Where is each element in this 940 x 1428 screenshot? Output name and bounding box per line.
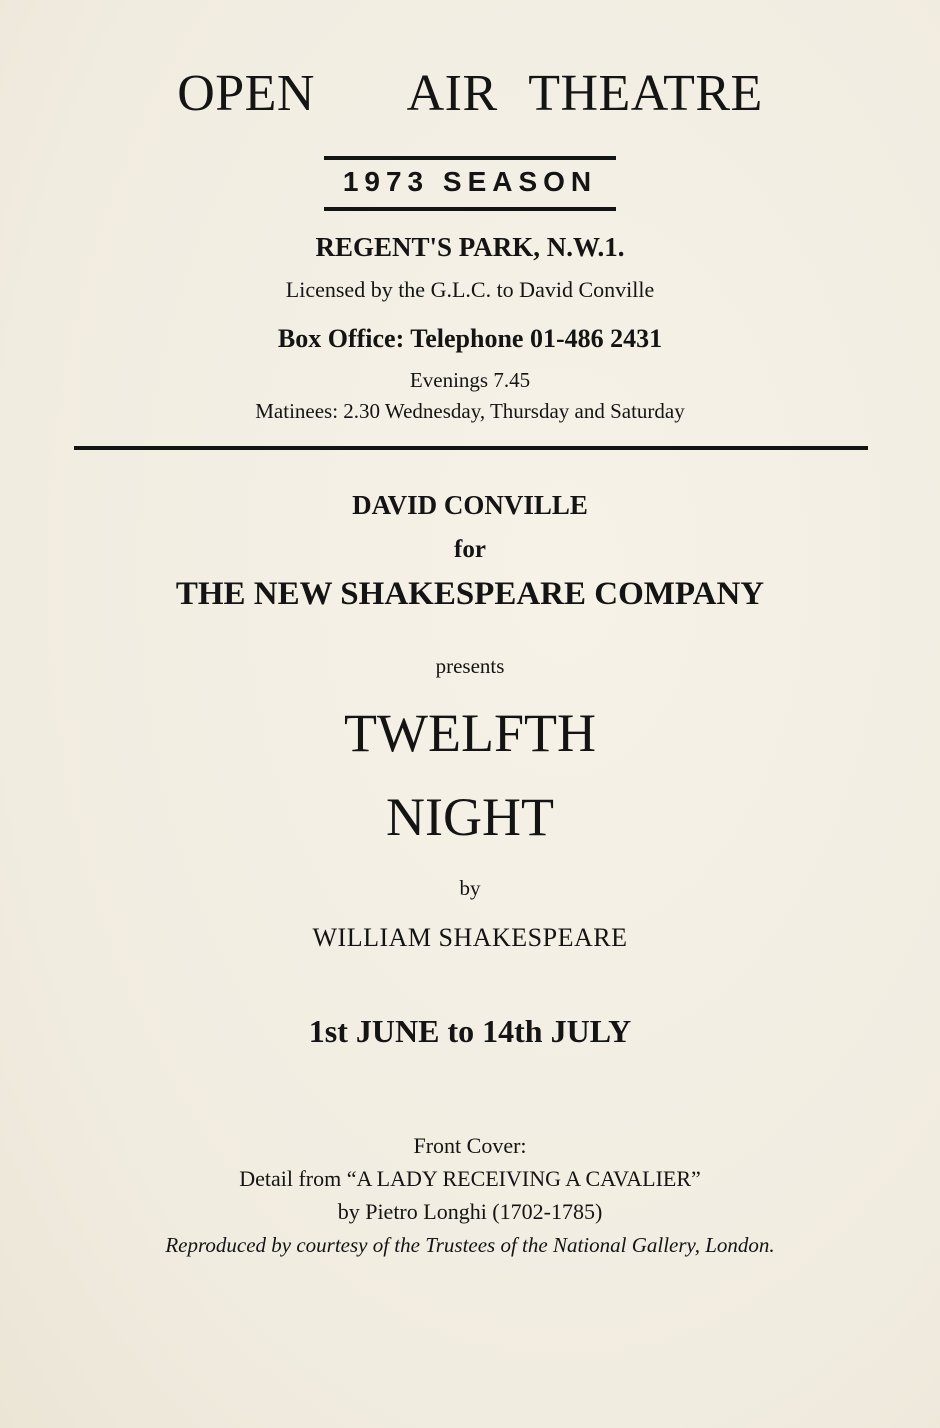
section-divider	[74, 446, 868, 450]
season-label: 1973 SEASON	[342, 166, 598, 197]
box-office-phone: Box Office: Telephone 01-486 2431	[277, 324, 663, 353]
season-rule-bottom	[324, 207, 616, 211]
cover-credit: Reproduced by courtesy of the Trustees of the National Gallery, London.	[165, 1233, 775, 1257]
matinee-times: Matinees: 2.30 Wednesday, Thursday and Saturday	[255, 399, 685, 423]
season-rule-top	[324, 156, 616, 160]
run-dates: 1st JUNE to 14th JULY	[308, 1013, 632, 1049]
play-title-line2: NIGHT	[386, 787, 554, 847]
play-title-line1: TWELFTH	[344, 703, 596, 763]
cover-label: Front Cover:	[413, 1133, 527, 1158]
producer-name: DAVID CONVILLE	[352, 490, 588, 520]
by-text: by	[459, 876, 481, 900]
company-name: THE NEW SHAKESPEARE COMPANY	[175, 576, 765, 612]
theatre-title: OPEN AIR THEATRE	[177, 65, 763, 122]
license-text: Licensed by the G.L.C. to David Conville	[285, 277, 655, 302]
author-name: WILLIAM SHAKESPEARE	[312, 923, 628, 952]
cover-artist: by Pietro Longhi (1702-1785)	[337, 1199, 603, 1224]
presents-text: presents	[435, 654, 505, 678]
cover-detail: Detail from “A LADY RECEIVING A CAVALIER”	[239, 1166, 701, 1191]
venue-address: REGENT'S PARK, N.W.1.	[315, 232, 625, 262]
for-text: for	[454, 536, 486, 563]
evening-times: Evenings 7.45	[409, 368, 531, 392]
